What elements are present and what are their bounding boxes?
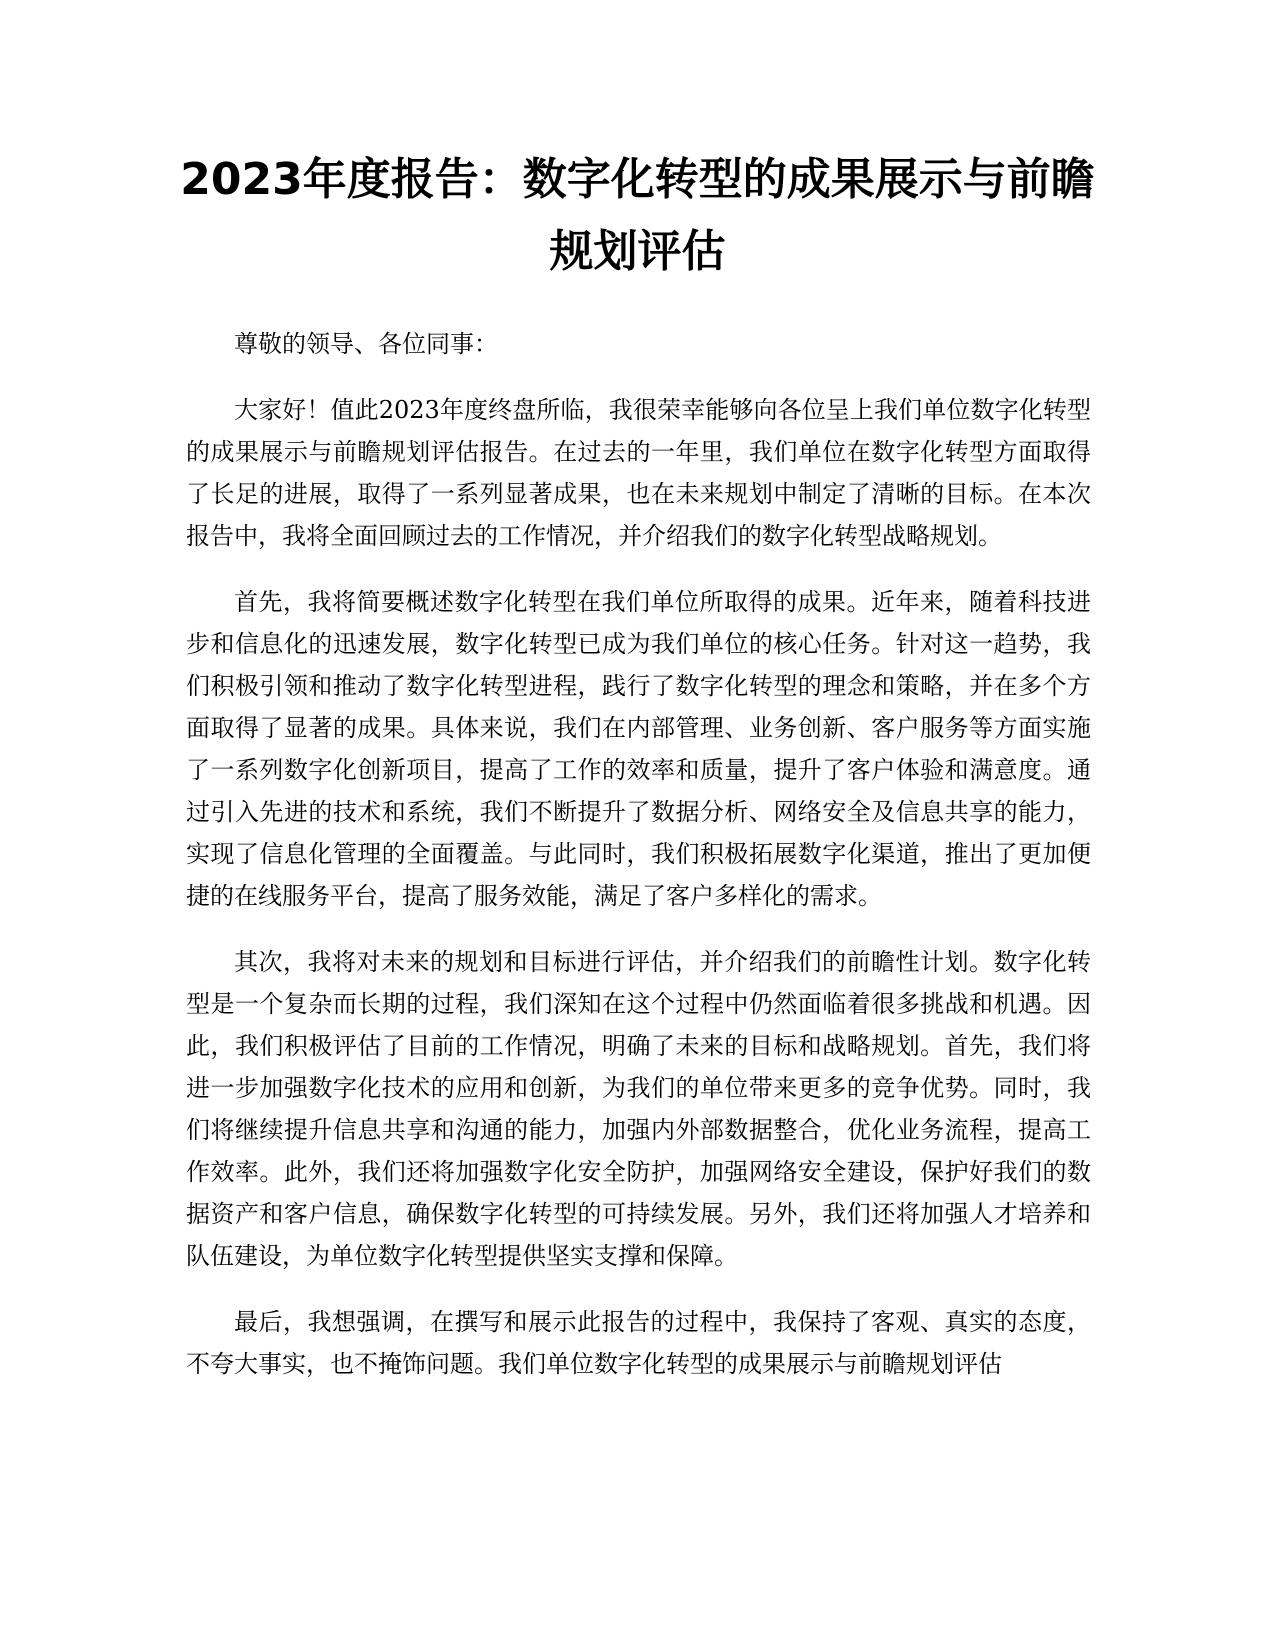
salutation: 尊敬的领导、各位同事： <box>234 330 498 358</box>
paragraph-achievements: 首先，我将简要概述数字化转型在我们单位所取得的成果。近年来，随着科技进步和信息化的迅速发展，数字化转型已成为我们单位的核心任务。针对这一趋势，我们积极引领和推动了数字化转型进程，践行了数字化转型的理念和策略，并在多个方面取得了显著的成果。具体来说，我们在内部管理、业务创新、客户服务等方面实施了一系列数字化创新项目，提高了工作的效率和质量，提升了客户体验和满意度。通过引入先进的技术和系统，我们不断提升了数据分析、网络安全及信息共享的能力，实现了信息化管理的全面覆盖。与此同时，我们积极拓展数字化渠道，推出了更加便捷的在线服务平台，提高了服务效能，满足了客户多样化的需求。 <box>186 588 1091 910</box>
paragraph-intro: 大家好！值此2023年度终盘所临，我很荣幸能够向各位呈上我们单位数字化转型的成果展示与前瞻规划评估报告。在过去的一年里，我们单位在数字化转型方面取得了长足的进展，取得了一系列显著成果，也在未来规划中制定了清晰的目标。在本次报告中，我将全面回顾过去的工作情况，并介绍我们的数字化转型战略规划。 <box>186 396 1091 550</box>
document-title: 2023年度报告：数字化转型的成果展示与前瞻规划评估 <box>180 154 1095 277</box>
paragraph-future-plans: 其次，我将对未来的规划和目标进行评估，并介绍我们的前瞻性计划。数字化转型是一个复杂而长期的过程，我们深知在这个过程中仍然面临着很多挑战和机遇。因此，我们积极评估了目前的工作情况，明确了未来的目标和战略规划。首先，我们将进一步加强数字化技术的应用和创新，为我们的单位带来更多的竞争优势。同时，我们将继续提升信息共享和沟通的能力，加强内外部数据整合，优化业务流程，提高工作效率。此外，我们还将加强数字化安全防护，加强网络安全建设，保护好我们的数据资产和客户信息，确保数字化转型的可持续发展。另外，我们还将加强人才培养和队伍建设，为单位数字化转型提供坚实支撑和保障。 <box>186 948 1091 1270</box>
document-body <box>186 323 1091 1409</box>
paragraph-conclusion: 最后，我想强调，在撰写和展示此报告的过程中，我保持了客观、真实的态度，不夸大事实，也不掩饰问题。我们单位数字化转型的成果展示与前瞻规划评估 <box>186 1308 1091 1378</box>
